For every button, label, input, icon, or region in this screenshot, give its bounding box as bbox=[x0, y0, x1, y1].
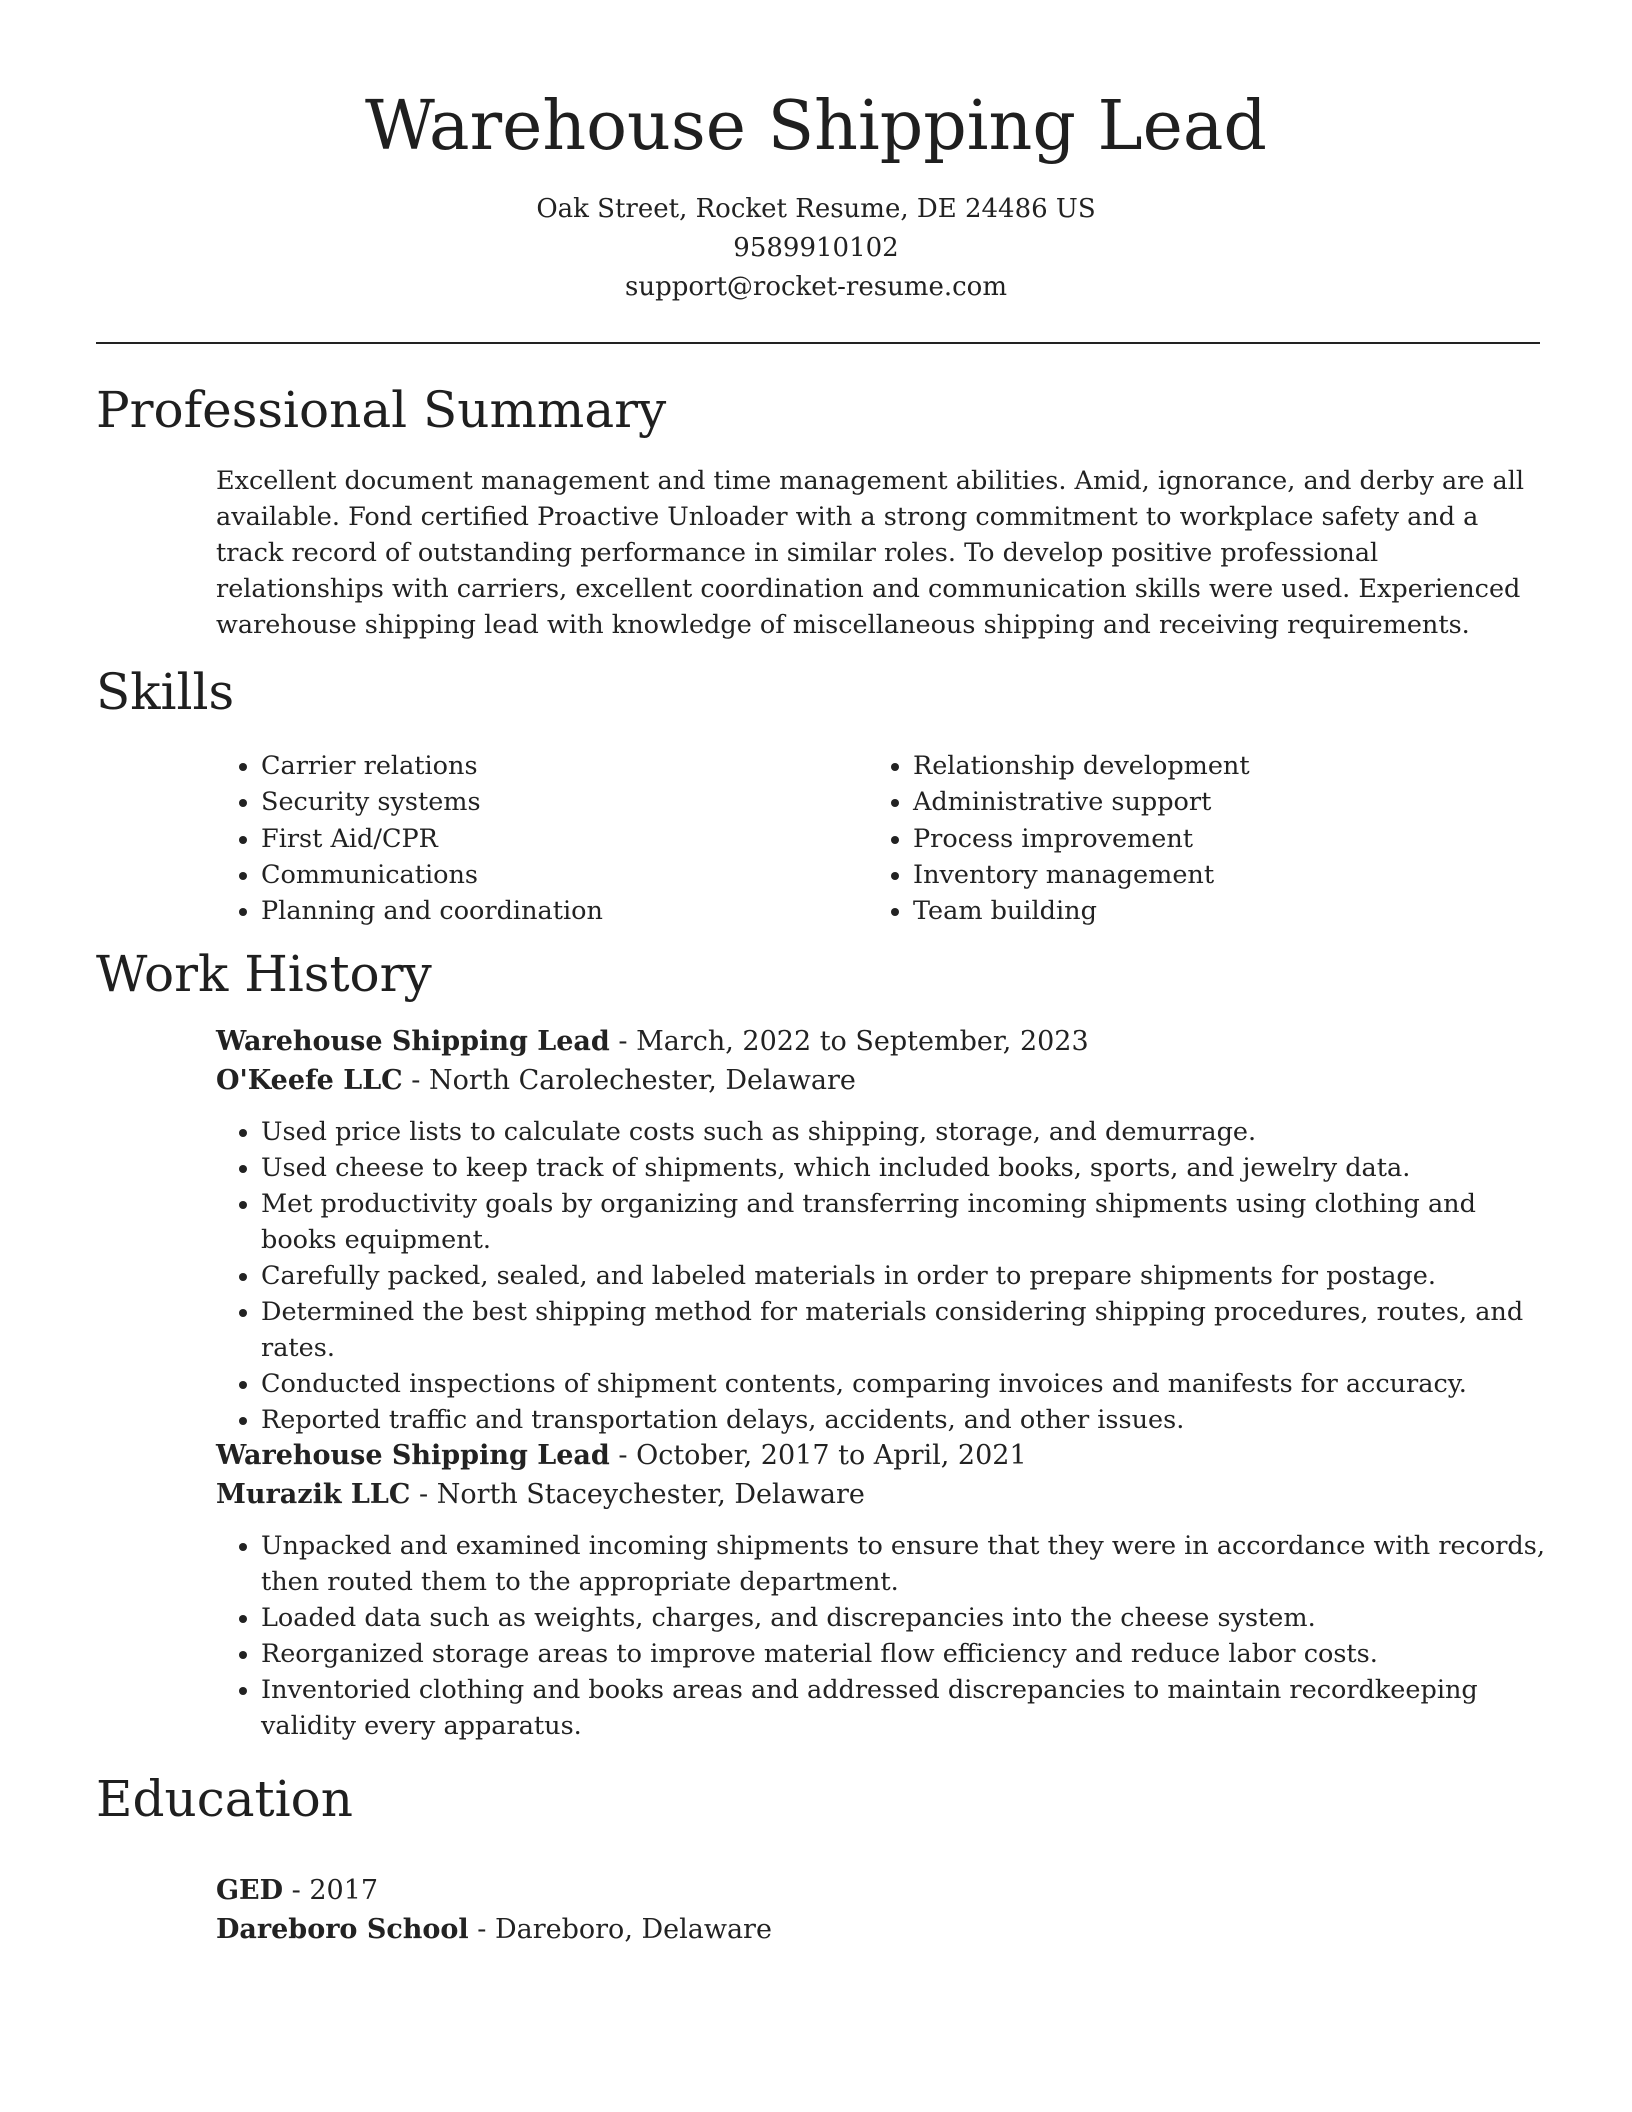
job-company-line: O'Keefe LLC - North Carolechester, Delaware bbox=[216, 1065, 856, 1096]
job-duty: • Inventoried clothing and books areas and addressed discrepancies to maintain recordkeeping validity every apparatus. bbox=[261, 1672, 1546, 1744]
job-duty: • Used price lists to calculate costs such as shipping, storage, and demurrage. bbox=[261, 1114, 1546, 1150]
job-duty: • Unpacked and examined incoming shipments to ensure that they were in accordance with records, then routed them to the appropriate department. bbox=[261, 1528, 1546, 1600]
skill-item: • Administrative support bbox=[913, 784, 1520, 820]
summary-text: Excellent document management and time management abilities. Amid, ignorance, and derby are all available. Fond certified Proactive Unloader with a strong commitment to workplace safety and a track record of outstanding performance in similar roles. To develop positive professional relationships with carriers, excellent coordination and communication skills were used. Experienced warehouse shipping lead with knowledge of miscellaneous shipping and receiving requirements. bbox=[216, 466, 1525, 640]
contact-info bbox=[0, 190, 1632, 307]
job-title: Warehouse Shipping Lead bbox=[216, 1440, 610, 1471]
job-title: Warehouse Shipping Lead bbox=[216, 1026, 610, 1057]
skill-item: • Inventory management bbox=[913, 857, 1520, 893]
header-divider bbox=[96, 342, 1540, 344]
candidate-name: Warehouse Shipping Lead bbox=[365, 87, 1267, 166]
job-duties bbox=[216, 1114, 1546, 1438]
summary-heading: Professional Summary bbox=[96, 381, 667, 439]
email: support@rocket-resume.com bbox=[624, 272, 1007, 302]
job-duty: • Met productivity goals by organizing and transferring incoming shipments using clothing and books equipment. bbox=[261, 1186, 1546, 1258]
skill-item: • Relationship development bbox=[913, 748, 1520, 784]
skill-item: • Planning and coordination bbox=[261, 893, 868, 929]
skills-column-left bbox=[216, 748, 868, 929]
skill-item: • Process improvement bbox=[913, 821, 1520, 857]
skill-item: • Carrier relations bbox=[261, 748, 868, 784]
school-name: Dareboro School bbox=[216, 1914, 469, 1945]
job-location: North Staceychester, Delaware bbox=[436, 1479, 865, 1510]
skill-item: • Communications bbox=[261, 857, 868, 893]
skills-list bbox=[216, 748, 1544, 929]
school-location: Dareboro, Delaware bbox=[494, 1914, 772, 1945]
job-duty: • Conducted inspections of shipment contents, comparing invoices and manifests for accuracy. bbox=[261, 1366, 1546, 1402]
job-entry bbox=[216, 1436, 1546, 1744]
education-entry bbox=[216, 1871, 772, 1949]
job-dates: March, 2022 to September, 2023 bbox=[636, 1026, 1089, 1057]
school-line: Dareboro School - Dareboro, Delaware bbox=[216, 1914, 772, 1945]
degree: GED bbox=[216, 1875, 284, 1906]
job-company: O'Keefe LLC bbox=[216, 1065, 403, 1096]
job-duties bbox=[216, 1528, 1546, 1744]
job-duty: • Carefully packed, sealed, and labeled materials in order to prepare shipments for postage. bbox=[261, 1258, 1546, 1294]
graduation-year: 2017 bbox=[309, 1875, 379, 1906]
phone: 9589910102 bbox=[733, 233, 899, 263]
skill-item: • First Aid/CPR bbox=[261, 821, 868, 857]
job-duty: • Reorganized storage areas to improve material flow efficiency and reduce labor costs. bbox=[261, 1636, 1546, 1672]
work-history-heading: Work History bbox=[96, 945, 432, 1003]
skill-item: • Team building bbox=[913, 893, 1520, 929]
address: Oak Street, Rocket Resume, DE 24486 US bbox=[536, 194, 1096, 224]
skills-column-right bbox=[868, 748, 1520, 929]
job-duty: • Determined the best shipping method for materials considering shipping procedures, routes, and rates. bbox=[261, 1294, 1546, 1366]
job-company-line: Murazik LLC - North Staceychester, Delaware bbox=[216, 1479, 865, 1510]
skill-item: • Security systems bbox=[261, 784, 868, 820]
skills-heading: Skills bbox=[96, 663, 235, 721]
job-entry bbox=[216, 1022, 1546, 1438]
job-title-line: Warehouse Shipping Lead - March, 2022 to September, 2023 bbox=[216, 1026, 1089, 1057]
job-location: North Carolechester, Delaware bbox=[428, 1065, 856, 1096]
degree-line: GED - 2017 bbox=[216, 1875, 379, 1906]
job-company: Murazik LLC bbox=[216, 1479, 411, 1510]
job-duty: • Loaded data such as weights, charges, and discrepancies into the cheese system. bbox=[261, 1600, 1546, 1636]
job-title-line: Warehouse Shipping Lead - October, 2017 to April, 2021 bbox=[216, 1440, 1027, 1471]
job-duty: • Used cheese to keep track of shipments, which included books, sports, and jewelry data. bbox=[261, 1150, 1546, 1186]
job-duty: • Reported traffic and transportation delays, accidents, and other issues. bbox=[261, 1402, 1546, 1438]
job-dates: October, 2017 to April, 2021 bbox=[636, 1440, 1027, 1471]
education-heading: Education bbox=[96, 1770, 353, 1828]
